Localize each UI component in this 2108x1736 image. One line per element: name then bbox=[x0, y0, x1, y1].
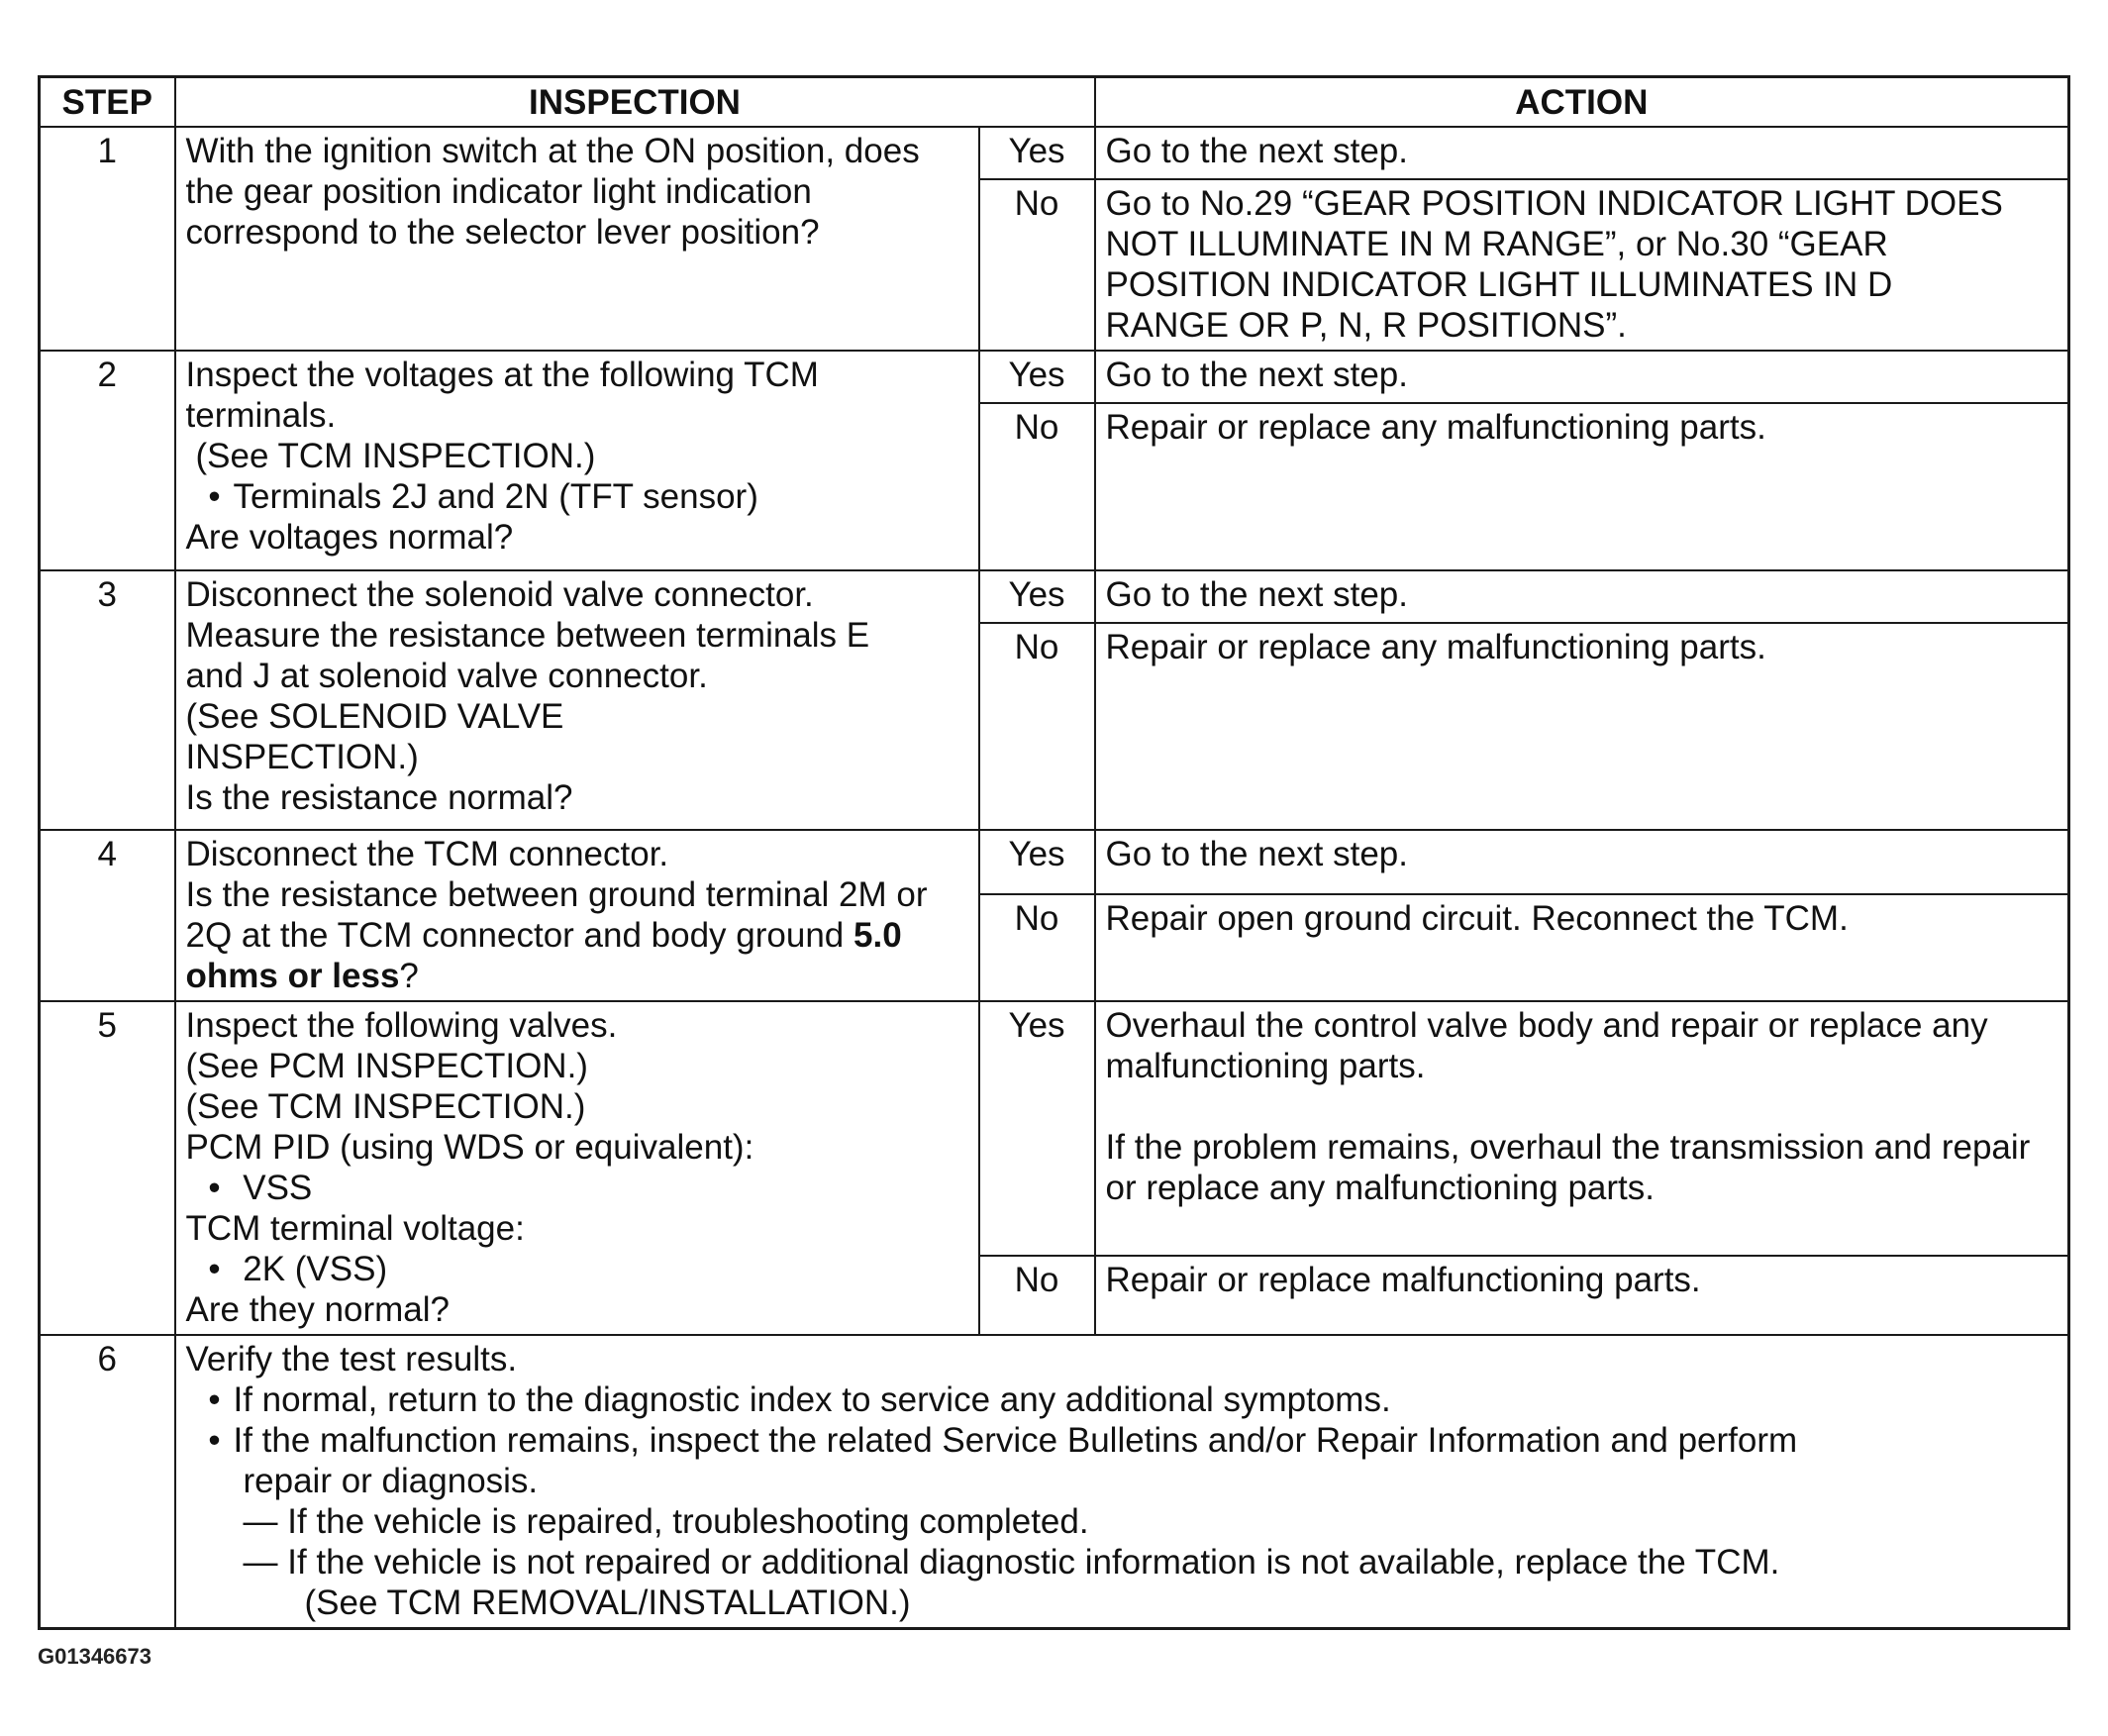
step-2-yes-label: Yes bbox=[979, 351, 1095, 403]
action-line: Go to No.29 “GEAR POSITION INDICATOR LIGHT DOES bbox=[1105, 184, 2003, 223]
header-step: STEP bbox=[40, 77, 175, 128]
step-3-yes-row bbox=[40, 570, 2069, 623]
content-dash-line: — If the vehicle is not repaired or additional diagnostic information is not available, replace the TCM. bbox=[243, 1543, 1780, 1582]
inspection-line bbox=[186, 915, 968, 956]
resistance-threshold: ohms or less bbox=[185, 957, 400, 995]
step-2-number: 2 bbox=[40, 351, 175, 570]
step-4-inspection bbox=[175, 830, 979, 1001]
action-line: malfunctioning parts. bbox=[1105, 1047, 1426, 1085]
action-line: Overhaul the control valve body and repair or replace any bbox=[1105, 1006, 1988, 1045]
action-line: RANGE OR P, N, R POSITIONS”. bbox=[1105, 306, 1627, 345]
inspection-bullet-line bbox=[186, 1249, 968, 1289]
header-action: ACTION bbox=[1095, 77, 2069, 128]
inspection-line: the gear position indicator light indication bbox=[185, 172, 812, 211]
bullet-text: 2K (VSS) bbox=[243, 1250, 388, 1288]
inspection-line: Measure the resistance between terminals E bbox=[185, 616, 870, 655]
step-5-number: 5 bbox=[40, 1001, 175, 1335]
action-line: NOT ILLUMINATE IN M RANGE”, or No.30 “GEAR bbox=[1105, 225, 1888, 263]
table-header-row bbox=[40, 77, 2069, 128]
step-5-yes-row bbox=[40, 1001, 2069, 1256]
question-mark: ? bbox=[399, 957, 419, 995]
step-5-inspection bbox=[175, 1001, 979, 1335]
content-line: repair or diagnosis. bbox=[243, 1462, 539, 1500]
step-1-no-action bbox=[1095, 179, 2069, 351]
bullet-text: VSS bbox=[243, 1169, 313, 1207]
step-1-number: 1 bbox=[40, 127, 175, 351]
step-2-inspection bbox=[175, 351, 979, 570]
step-3-no-action: Repair or replace any malfunctioning parts. bbox=[1095, 623, 2069, 830]
step-6-row bbox=[40, 1335, 2069, 1629]
step-4-number: 4 bbox=[40, 830, 175, 1001]
inspection-line: (See TCM INSPECTION.) bbox=[185, 1087, 586, 1126]
inspection-line: With the ignition switch at the ON position, does bbox=[185, 132, 920, 170]
resistance-value: 5.0 bbox=[853, 916, 902, 955]
inspection-line: terminals. bbox=[185, 396, 337, 435]
bullet-text: If the malfunction remains, inspect the related Service Bulletins and/or Repair Information and perform bbox=[233, 1421, 1798, 1460]
inspection-line: (See PCM INSPECTION.) bbox=[185, 1047, 588, 1085]
inspection-line: and J at solenoid valve connector. bbox=[185, 657, 708, 695]
step-2-no-action: Repair or replace any malfunctioning parts. bbox=[1095, 403, 2069, 570]
inspection-line: Disconnect the TCM connector. bbox=[185, 835, 669, 873]
bullet-text: If normal, return to the diagnostic index to service any additional symptoms. bbox=[233, 1380, 1391, 1419]
inspection-line: Disconnect the solenoid valve connector. bbox=[185, 575, 814, 614]
step-4-no-action: Repair open ground circuit. Reconnect the TCM. bbox=[1095, 894, 2069, 1001]
step-3-number: 3 bbox=[40, 570, 175, 830]
step-2-yes-action: Go to the next step. bbox=[1095, 351, 2069, 403]
inspection-bullet-line bbox=[186, 476, 968, 517]
inspection-line: correspond to the selector lever position? bbox=[185, 213, 820, 252]
step-2-yes-row bbox=[40, 351, 2069, 403]
step-3-no-label: No bbox=[979, 623, 1095, 830]
bullet-glyph: • bbox=[208, 477, 221, 516]
step-1-yes-row bbox=[40, 127, 2069, 179]
inspection-line: Are voltages normal? bbox=[185, 518, 514, 557]
inspection-line bbox=[186, 956, 968, 996]
step-4-yes-label: Yes bbox=[979, 830, 1095, 894]
diagnostic-procedure-table bbox=[38, 75, 2070, 1630]
action-line: or replace any malfunctioning parts. bbox=[1105, 1169, 1655, 1207]
step-4-yes-row bbox=[40, 830, 2069, 894]
action-line: POSITION INDICATOR LIGHT ILLUMINATES IN D bbox=[1105, 265, 1893, 304]
step-3-yes-action: Go to the next step. bbox=[1095, 570, 2069, 623]
inspection-line: Is the resistance normal? bbox=[185, 778, 573, 817]
step-1-yes-action: Go to the next step. bbox=[1095, 127, 2069, 179]
inspection-line: (See TCM INSPECTION.) bbox=[195, 437, 596, 475]
step-4-yes-action: Go to the next step. bbox=[1095, 830, 2069, 894]
step-5-no-label: No bbox=[979, 1256, 1095, 1335]
step-5-yes-label: Yes bbox=[979, 1001, 1095, 1256]
step-3-yes-label: Yes bbox=[979, 570, 1095, 623]
bullet-glyph: • bbox=[208, 1380, 221, 1419]
step-2-no-label: No bbox=[979, 403, 1095, 570]
action-line: If the problem remains, overhaul the transmission and repair bbox=[1105, 1128, 2031, 1167]
inspection-line: Inspect the voltages at the following TCM bbox=[185, 356, 819, 394]
inspection-line: INSPECTION.) bbox=[185, 738, 419, 776]
paragraph-gap bbox=[1106, 1086, 2058, 1127]
step-6-content bbox=[175, 1335, 2069, 1629]
content-dash-line: — If the vehicle is repaired, troubleshooting completed. bbox=[243, 1502, 1089, 1541]
content-bullet-line bbox=[186, 1420, 2058, 1461]
bullet-glyph: • bbox=[208, 1250, 221, 1288]
inspection-bullet-line bbox=[186, 1168, 968, 1208]
step-5-no-action: Repair or replace malfunctioning parts. bbox=[1095, 1256, 2069, 1335]
figure-id-label: G01346673 bbox=[38, 1644, 151, 1669]
bullet-text: Terminals 2J and 2N (TFT sensor) bbox=[233, 477, 758, 516]
inspection-line: (See SOLENOID VALVE bbox=[185, 697, 564, 736]
inspection-line: Inspect the following valves. bbox=[185, 1006, 618, 1045]
header-inspection: INSPECTION bbox=[175, 77, 1095, 128]
bullet-glyph: • bbox=[208, 1421, 221, 1460]
step-1-no-label: No bbox=[979, 179, 1095, 351]
inspection-line: TCM terminal voltage: bbox=[185, 1209, 525, 1248]
content-bullet-line bbox=[186, 1379, 2058, 1420]
step-6-number: 6 bbox=[40, 1335, 175, 1629]
bullet-glyph: • bbox=[208, 1169, 221, 1207]
content-line: (See TCM REMOVAL/INSTALLATION.) bbox=[304, 1583, 911, 1622]
inspection-text: 2Q at the TCM connector and body ground bbox=[185, 916, 853, 955]
step-1-inspection bbox=[175, 127, 979, 351]
step-3-inspection bbox=[175, 570, 979, 830]
inspection-line: Is the resistance between ground terminal 2M or bbox=[185, 875, 928, 914]
step-4-no-label: No bbox=[979, 894, 1095, 1001]
inspection-line: Are they normal? bbox=[185, 1290, 451, 1329]
inspection-line: PCM PID (using WDS or equivalent): bbox=[185, 1128, 754, 1167]
step-5-yes-action bbox=[1095, 1001, 2069, 1256]
step-1-yes-label: Yes bbox=[979, 127, 1095, 179]
content-line: Verify the test results. bbox=[185, 1340, 518, 1379]
